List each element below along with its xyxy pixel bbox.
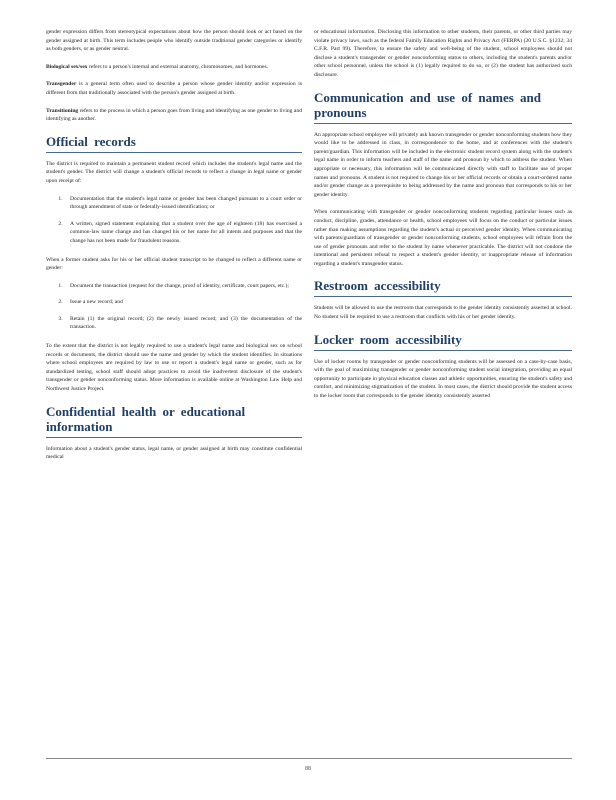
privacy-paragraph: or educational information. Disclosing this information to other students, their parents, or other third parties may violate privacy laws, such as the federal Family Education Rights and Privacy Act (FERPA) (20 U.S.C. §1232; 34 C.F.R. Part 99). Therefore, to ensure the safety and well-being of the student, school employees should not disclose a student's transgender or gender nonconforming status to others, including the student's parents and/or other school personnel, unless the school is (1) legally required to do so, or (2) the student has authorized such disclosure. (314, 29, 572, 78)
list-item: 1. Documentation that the student's legal name or gender has been changed pursuant to a court order or through amendment of state or federally-issued identification; or (64, 195, 302, 212)
heading-communication: Communication and use of names and pronouns (314, 90, 572, 124)
page-number: 88 (305, 766, 311, 772)
definition-text: is a general term often used to describe a person whose gender identity and/or expression is different from that traditionally associated with the person's gender assigned at birth. (46, 81, 303, 96)
list-item: 1. Document the transaction (request for the change, proof of identity, certificate, court papers, etc.); (64, 282, 302, 291)
definition-text: refers to a person's internal and external anatomy, chromosomes, and hormones. (88, 63, 269, 70)
term-biological-sex: Biological sex/sex (46, 63, 88, 70)
heading-confidential-information: Confidential health or educational information (46, 404, 302, 438)
left-column (46, 28, 302, 471)
heading-restroom-accessibility: Restroom accessibility (314, 278, 572, 297)
communication-paragraph-2: When communicating with transgender or gender nonconforming students regarding particular issues such as conduct, discipline, grades, attendance or health, school employees will focus on the conduct or particular issues rather than making assumptions regarding the student's actual or perceived gender identity. When communicating with parents/guardians of transgender or gender nonconforming students, school employees will refrain from the use of gender pronouns and refer to the student by name whenever practicable. The district will not condone the intentional and persistent refusal to respect a student's gender identity, or inappropriate release of information regarding a student's transgender status. (314, 209, 572, 267)
heading-locker-room-accessibility: Locker room accessibility (314, 332, 572, 351)
locker-room-paragraph: Use of locker rooms by transgender or gender nonconforming students will be assessed on a case-by-case basis, with the goal of maximizing transgender or gender nonconforming student social integration, providing an equal opportunity to participate in physical education classes and athletic opportunities, ensuring the student's safety and comfort, and minimizing stigmatization of the student. In most cases, the district should provide the student access to the locker room that corresponds to the gender identity consistently asserted (314, 358, 572, 400)
right-column (314, 28, 572, 410)
legal-name-paragraph: To the extent that the district is not legally required to use a student's legal name and biological sex on school records or documents, the district should use the name and gender by which the student identifies. In situations where school employees are required by law to use or report a student's legal name or gender, such as for standardized testing, school staff should adopt practices to avoid the inadvertent disclosure of the student's transgender or gender nonconforming status. More information is available online at Washington Law Help and Northwest Justice Project. (46, 343, 302, 393)
official-records-list (46, 195, 302, 246)
term-transgender: Transgender (46, 81, 77, 88)
former-students-list (46, 282, 302, 332)
communication-paragraph-1: An appropriate school employee will privately ask known transgender or gender nonconforming students how they would like to be addressed in class, in correspondence to the home, and at conferences with the student's parent/guardian. This information will be included in the electronic student record system along with the student's legal name in order to inform teachers and staff of the name and pronoun by which to address the student. When appropriate or necessary, this information will be communicated directly with staff to facilitate use of proper names and pronouns. A student is not required to change his or her official records or obtain a court-ordered name and/or gender change as a prerequisite to being addressed by the name and pronoun that corresponds to his or her gender identity. (314, 131, 572, 198)
intro-paragraph: gender expression differs from stereotypical expectations about how the person should look or act based on the gender assigned at birth. This term includes people who identify outside traditional gender categories or identify as both genders, or as gender neutral. (46, 29, 302, 53)
list-item: 2. A written, signed statement explaining that a student over the age of eighteen (18) has exercised a common-law name change and has changed his or her name for all intents and purposes and that the change has not been made for fraudulent reasons. (64, 220, 302, 246)
list-item: 3. Retain (1) the original record; (2) the newly issued record; and (3) the documentation of the transaction. (64, 315, 302, 332)
definition-transitioning (46, 107, 302, 124)
term-transitioning: Transitioning (46, 107, 79, 114)
heading-official-records: Official records (46, 134, 302, 153)
confidential-paragraph: Information about a student's gender status, legal name, or gender assigned at birth may constitute confidential medical (46, 445, 302, 461)
official-records-paragraph: The district is required to maintain a permanent student record which includes the student's legal name and the student's gender. The district will change a student's official records to reflect a change in legal name or gender upon receipt of: (46, 160, 302, 184)
footer-divider (46, 758, 572, 759)
definition-transgender (46, 80, 302, 97)
former-students-paragraph: When a former student asks for his or her official student transcript to be changed to reflect a different name or gender: (46, 256, 302, 272)
definition-text: refers to the process in which a person goes from living and identifying as one gender to living and identifying as another. (46, 107, 302, 123)
restroom-paragraph: Students will be allowed to use the restroom that corresponds to the gender identity consistently asserted at school. No student will be required to use a restroom that conflicts with his or her gender identity. (314, 305, 572, 321)
definition-biological-sex (46, 63, 302, 72)
list-item: 2. Issue a new record; and (64, 298, 302, 307)
